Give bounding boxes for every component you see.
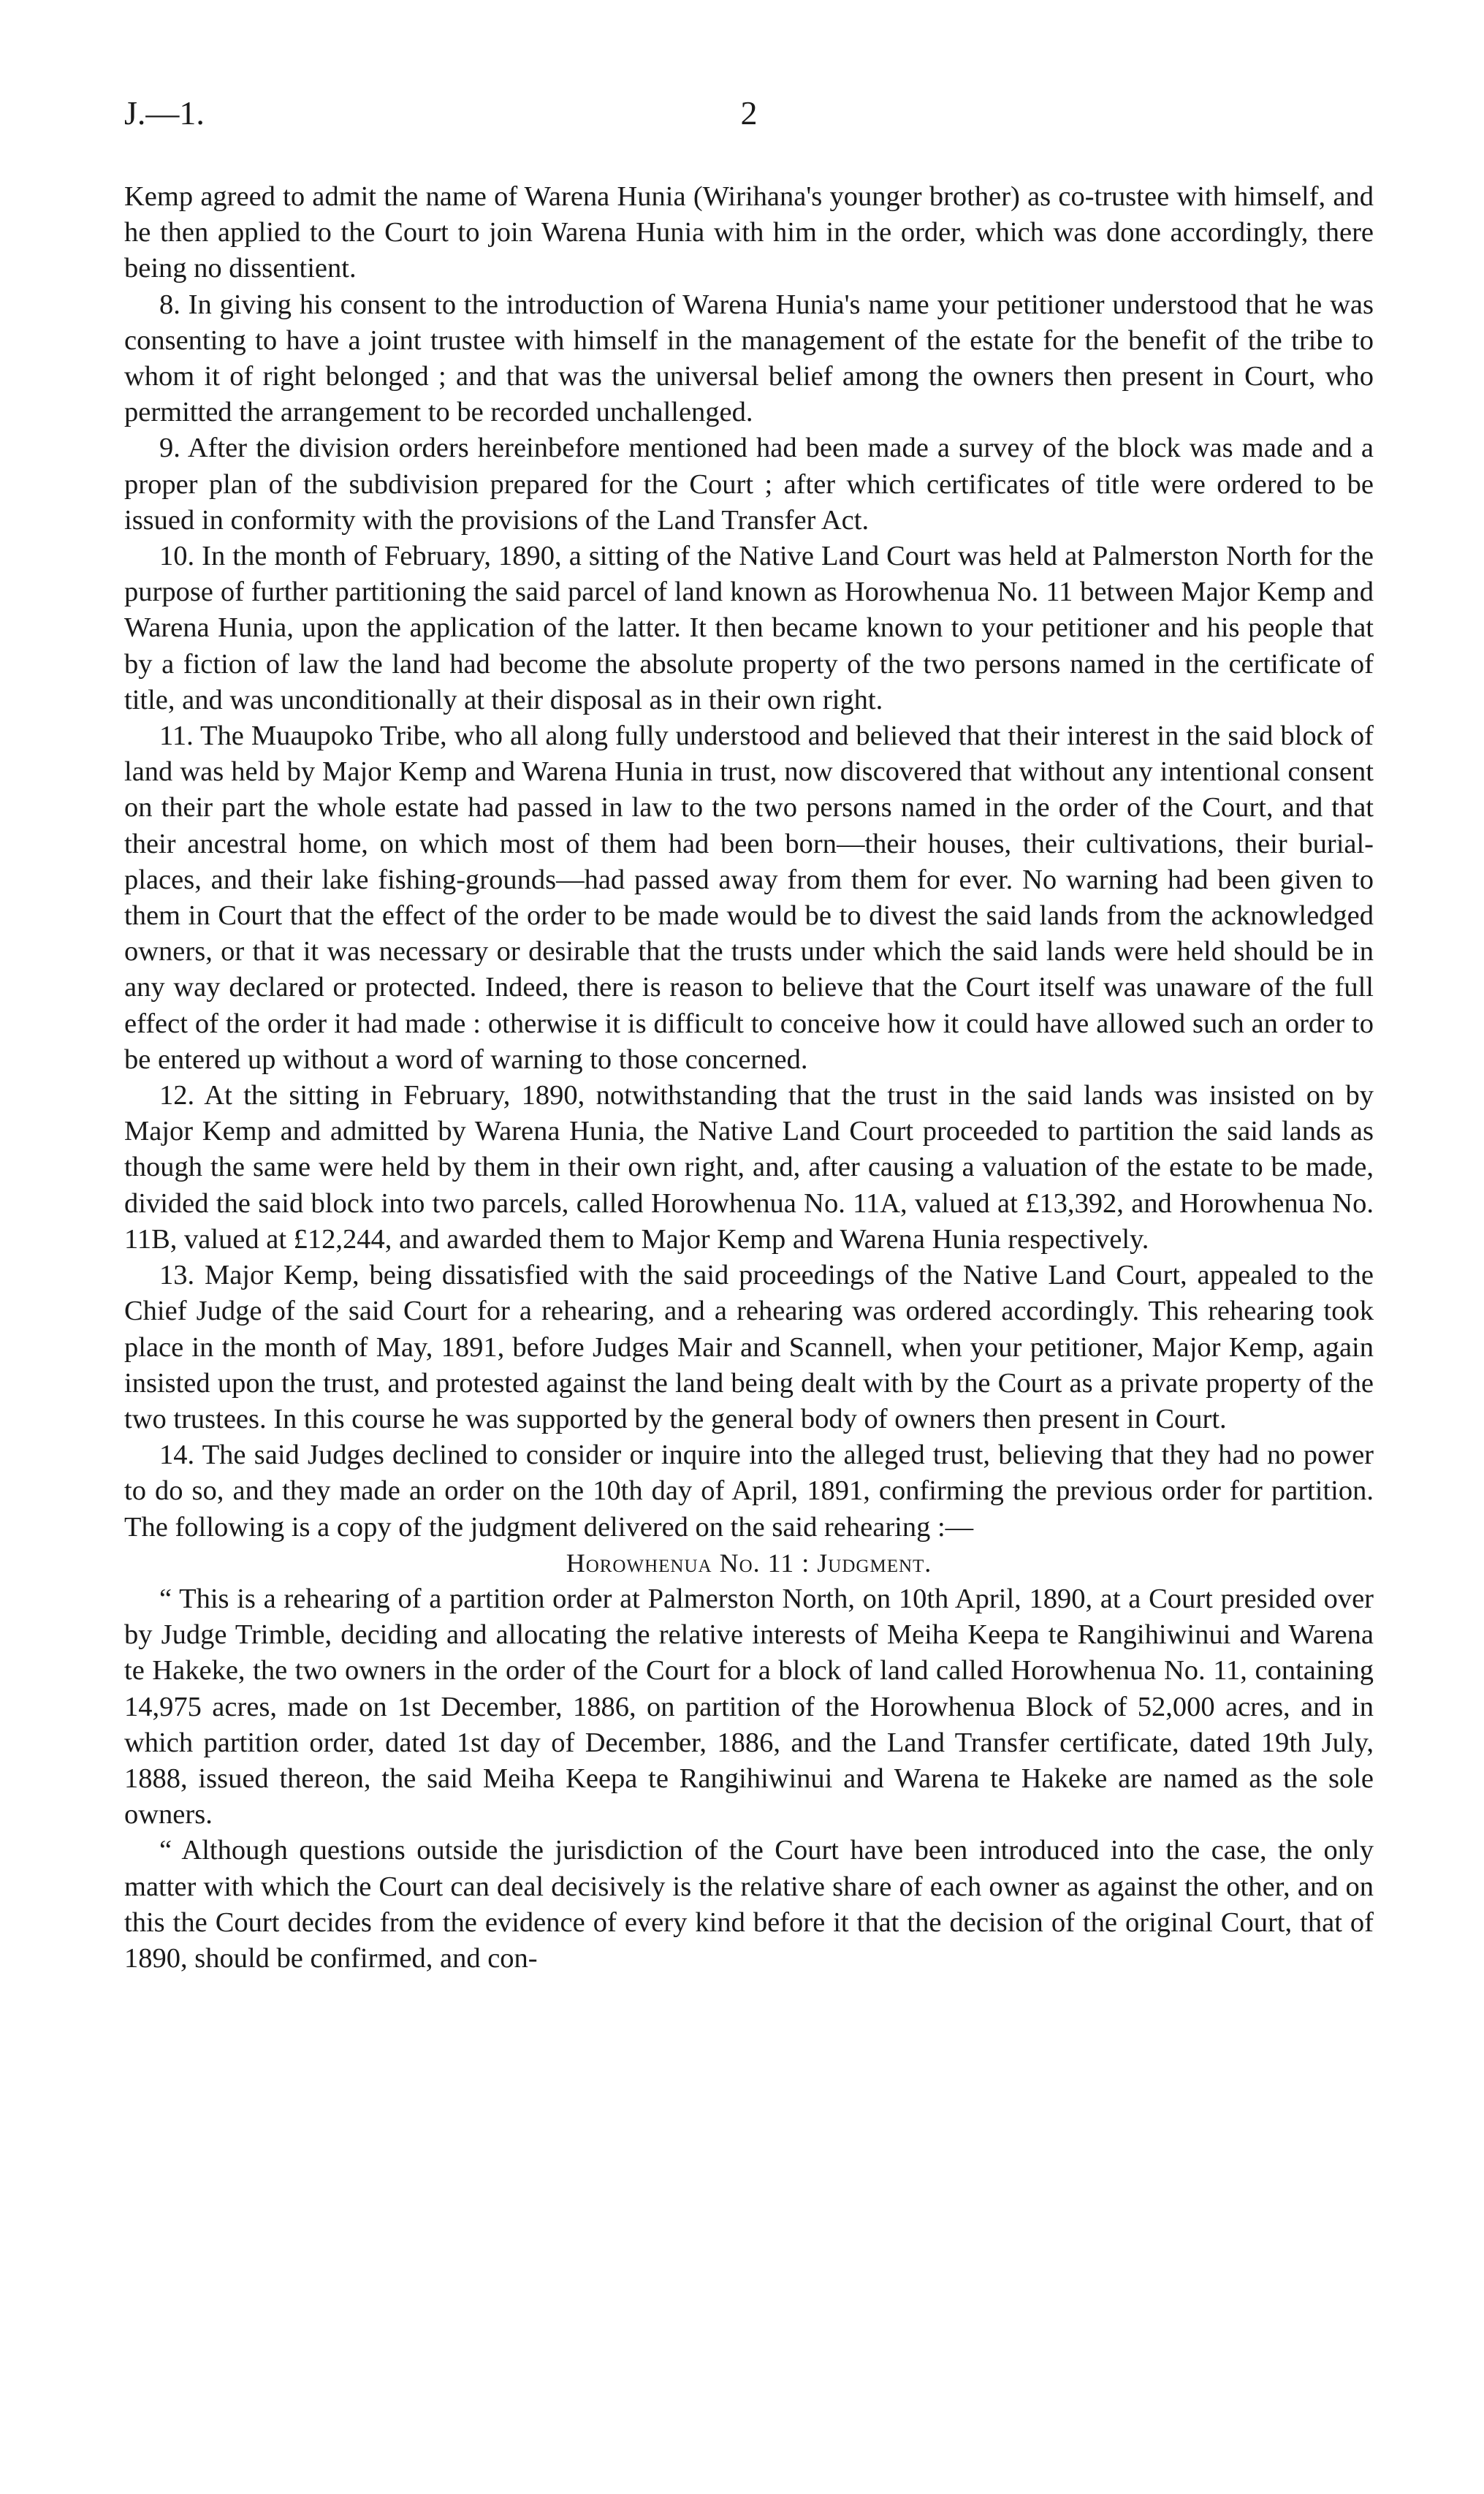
paragraph-11: 11. The Muaupoko Tribe, who all along fully understood and believed that their interest in the said block of land was held by Major Kemp and Warena Hunia in trust, now discovered that without any intentional consent on their part the whole estate had passed in law to the two persons named in the order of the Court, and that their ancestral home, on which most of them had been born—their houses, their cultivations, their burial-places, and their lake fishing-grounds—had passed away from them for ever. No warning had been given to them in Court that the effect of the order to be made would be to divest the said lands from the acknowledged owners, or that it was necessary or desirable that the trusts under which the said lands were held should be in any way declared or protected. Indeed, there is reason to believe that the Court itself was unaware of the full effect of the order it had made : otherwise it is difficult to conceive how it could have allowed such an order to be entered up without a word of warning to those concerned. [124,721,1374,1075]
paragraph-8: 8. In giving his consent to the introduction of Warena Hunia's name your petitioner understood that he was consenting to have a joint trustee with himself in the management of the estate for the benefit of the tribe to whom it of right belonged ; and that was the universal belief among the owners then present in Court, who permitted the arrangement to be recorded unchallenged. [124,289,1374,428]
paragraph-10: 10. In the month of February, 1890, a sitting of the Native Land Court was held at Palmerston North for the purpose of further partitioning the said parcel of land known as Horowhenua No. 11 between Major Kemp and Warena Hunia, upon the application of the latter. It then became known to your petitioner and his people that by a fiction of law the land had become the absolute property of the two persons named in the certificate of title, and was unconditionally at their disposal as in their own right. [124,541,1374,715]
paragraph-7-continued: Kemp agreed to admit the name of Warena Hunia (Wirihana's younger brother) as co-trustee with himself, and he then applied to the Court to join Warena Hunia with him in the order, which was done accordingly, there being no dissentient. [124,181,1374,284]
body-text [124,179,1374,1977]
paragraph-14: 14. The said Judges declined to consider or inquire into the alleged trust, believing that they had no power to do so, and they made an order on the 10th day of April, 1891, confirming the previous order for partition. The following is a copy of the judgment delivered on the said rehearing :— [124,1440,1374,1543]
paragraph-9: 9. After the division orders hereinbefore mentioned had been made a survey of the block was made and a proper plan of the subdivision prepared for the Court ; after which certificates of title were ordered to be issued in conformity with the provisions of the Land Transfer Act. [124,433,1374,536]
judgment-heading: Horowhenua No. 11 : Judgment. [566,1548,932,1578]
document-reference: J.—1. [124,94,205,132]
judgment-paragraph-2: “ Although questions outside the jurisdiction of the Court have been introduced into the case, the only matter with which the Court can deal decisively is the relative share of each owner as against the other, and on this the Court decides from the evidence of every kind before it that the decision of the original Court, that of 1890, should be confirmed, and con- [124,1835,1374,1974]
page-header [124,94,1374,145]
page-number: 2 [740,94,758,132]
paragraph-13: 13. Major Kemp, being dissatisfied with the said proceedings of the Native Land Court, appealed to the Chief Judge of the said Court for a rehearing, and a rehearing was ordered accordingly. This rehearing took place in the month of May, 1891, before Judges Mair and Scannell, when your petitioner, Major Kemp, again insisted upon the trust, and protested against the land being dealt with by the Court as a private property of the two trustees. In this course he was supported by the general body of owners then present in Court. [124,1260,1374,1434]
paragraph-12: 12. At the sitting in February, 1890, notwithstanding that the trust in the said lands was insisted on by Major Kemp and admitted by Warena Hunia, the Native Land Court proceeded to partition the said lands as though the same were held by them in their own right, and, after causing a valuation of the estate to be made, divided the said block into two parcels, called Horowhenua No. 11A, valued at £13,392, and Horowhenua No. 11B, valued at £12,244, and awarded them to Major Kemp and Warena Hunia respectively. [124,1080,1374,1255]
judgment-paragraph-1: “ This is a rehearing of a partition order at Palmerston North, on 10th April, 1890, at a Court presided over by Judge Trimble, deciding and allocating the relative interests of Meiha Keepa te Rangihiwinui and Warena te Hakeke, the two owners in the order of the Court for a block of land called Horowhenua No. 11, containing 14,975 acres, made on 1st December, 1886, on partition of the Horowhenua Block of 52,000 acres, and in which partition order, dated 1st day of December, 1886, and the Land Transfer certificate, dated 19th July, 1888, issued thereon, the said Meiha Keepa te Rangihiwinui and Warena te Hakeke are named as the sole owners. [124,1583,1374,1830]
